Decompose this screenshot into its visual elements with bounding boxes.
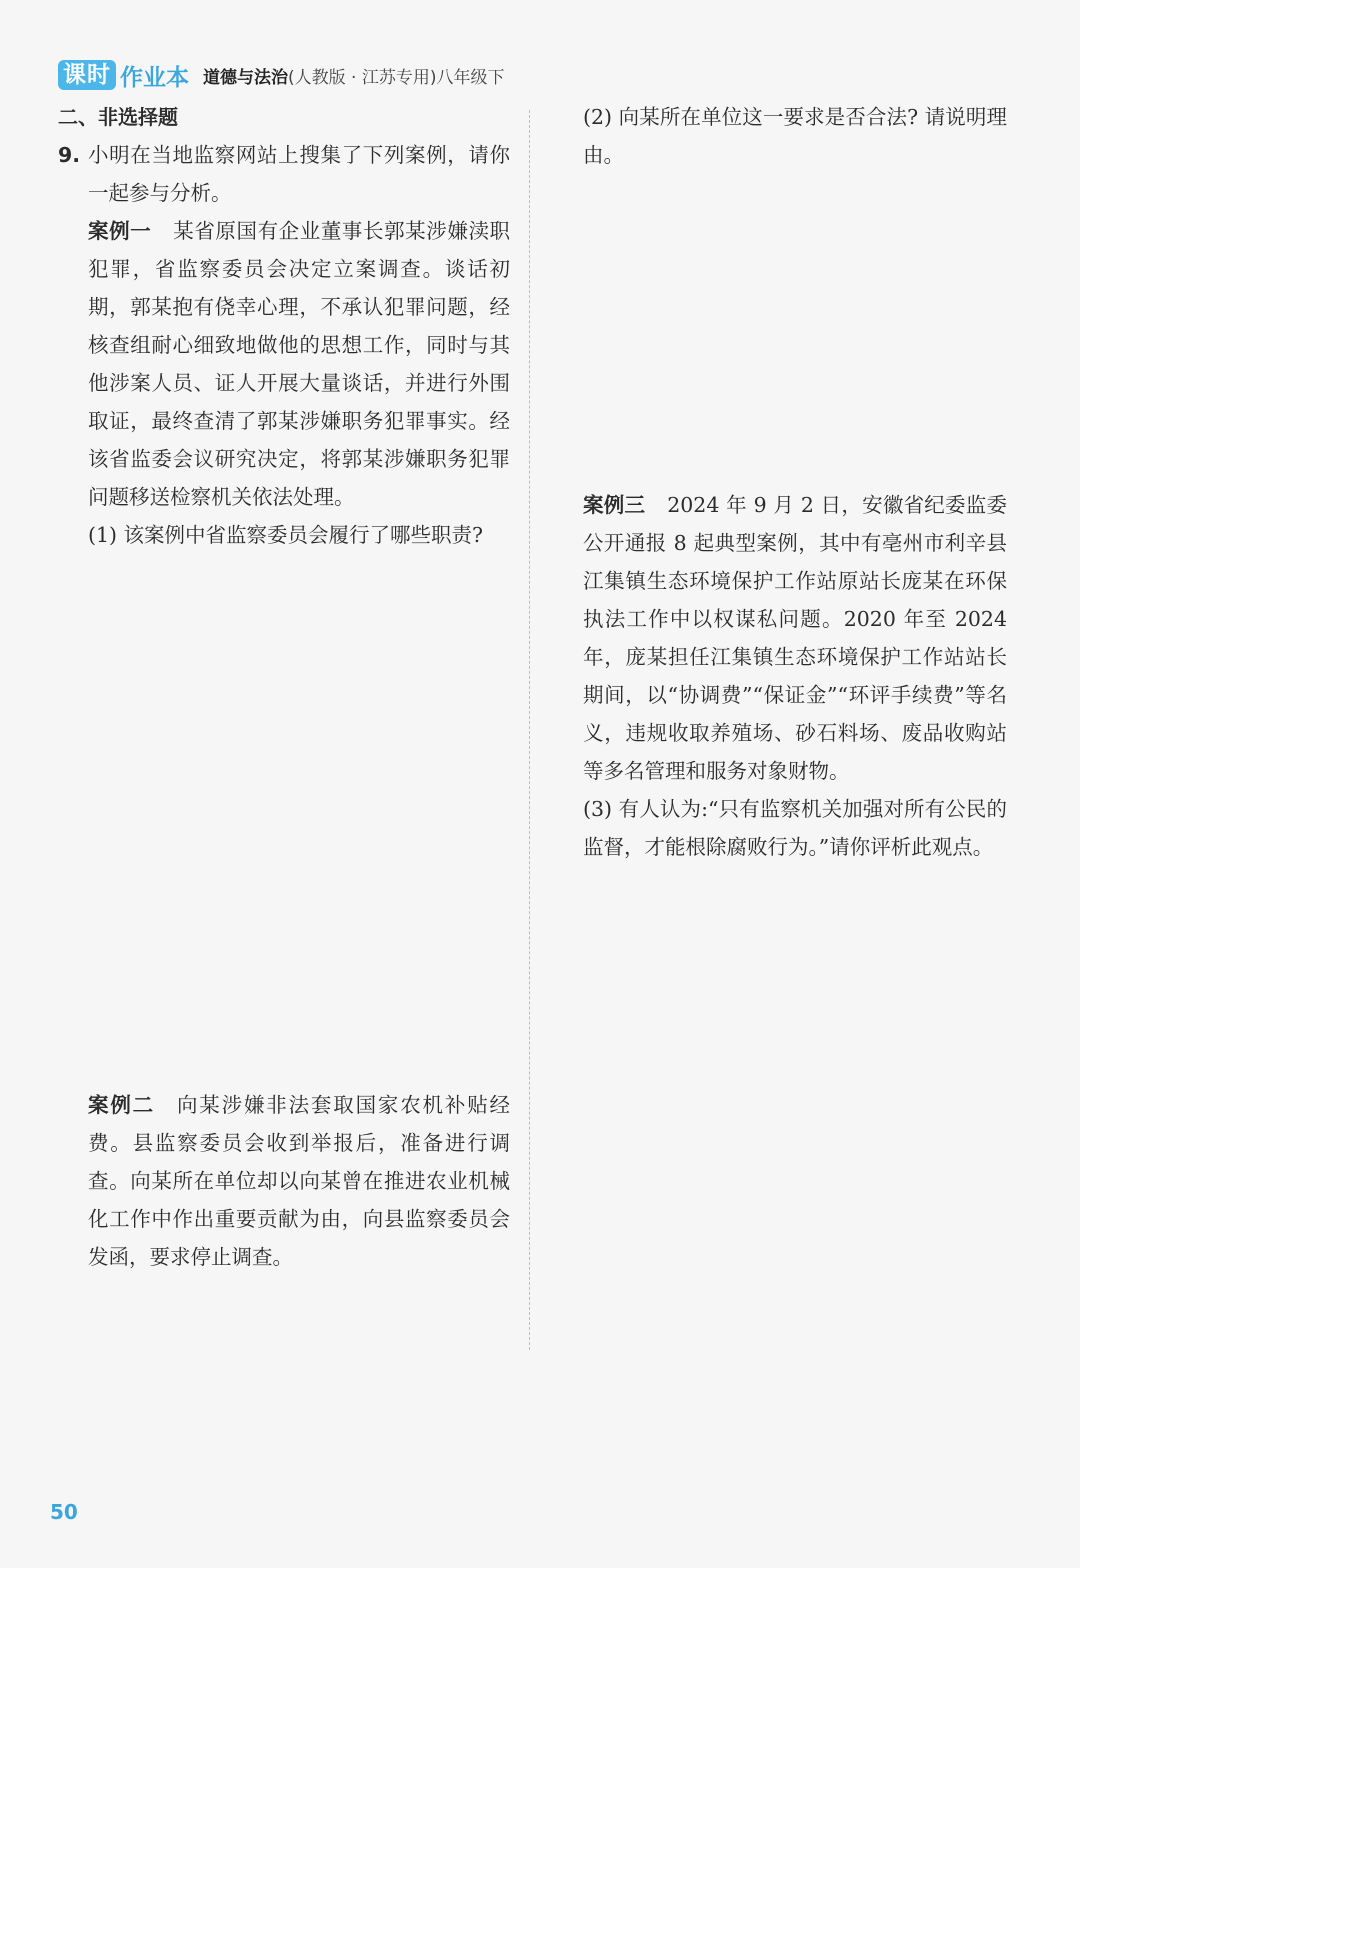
question-9 — [58, 136, 510, 212]
question-prompt: 小明在当地监察网站上搜集了下列案例，请你一起参与分析。 — [88, 143, 510, 205]
sub-question-3: (3) 有人认为:“只有监察机关加强对所有公民的监督，才能根除腐败行为。”请你评析此观点。 — [583, 797, 1007, 859]
case-three — [583, 486, 1007, 790]
case-one — [88, 212, 510, 516]
case-two-text: 向某涉嫌非法套取国家农机补贴经费。县监察委员会收到举报后，准备进行调查。向某所在单位却以向某曾在推进农业机械化工作中作出重要贡献为由，向县监察委员会发函，要求停止调查。 — [88, 1093, 511, 1269]
case-three-label: 案例三 — [583, 493, 646, 517]
answer-space-2 — [583, 174, 1007, 486]
column-divider — [529, 110, 530, 1350]
case-two — [88, 1086, 510, 1276]
sub-question-1: (1) 该案例中省监察委员会履行了哪些职责? — [88, 523, 484, 547]
logo-text: 作业本 — [120, 64, 189, 91]
case-one-label: 案例一 — [88, 219, 152, 243]
logo-badge: 课时 — [58, 60, 116, 90]
book-title: 道德与法治 — [203, 67, 288, 88]
right-column — [583, 98, 1007, 866]
question-number: 9. — [58, 143, 81, 167]
answer-space-1 — [58, 554, 510, 1086]
section-title: 二、非选择题 — [58, 105, 178, 129]
case-one-text: 某省原国有企业董事长郭某涉嫌渎职犯罪，省监察委员会决定立案调查。谈话初期，郭某抱有侥幸心理，不承认犯罪问题，经核查组耐心细致地做他的思想工作，同时与其他涉案人员、证人开展大量谈话，并进行外围取证，最终查清了郭某涉嫌职务犯罪事实。经该省监委会议研究决定，将郭某涉嫌职务犯罪问题移送检察机关依法处理。 — [88, 219, 510, 509]
case-three-text: 2024 年 9 月 2 日，安徽省纪委监委公开通报 8 起典型案例，其中有亳州市利辛县江集镇生态环境保护工作站原站长庞某在环保执法工作中以权谋私问题。2020 年至 2024 年，庞某担任江集镇生态环境保护工作站站长期间，以“协调费”“保证金”“环评手续费”等名义，违规收取养殖场、砂石料场、废品收购站等多名管理和服务对象财物。 — [583, 493, 1008, 783]
left-column — [58, 98, 510, 1276]
sub-question-2: (2) 向某所在单位这一要求是否合法? 请说明理由。 — [583, 105, 1007, 167]
case-two-label: 案例二 — [88, 1093, 155, 1117]
page-number: 50 — [50, 1500, 78, 1524]
book-subtitle: (人教版 · 江苏专用)八年级下 — [288, 67, 505, 88]
page-header — [58, 58, 504, 92]
